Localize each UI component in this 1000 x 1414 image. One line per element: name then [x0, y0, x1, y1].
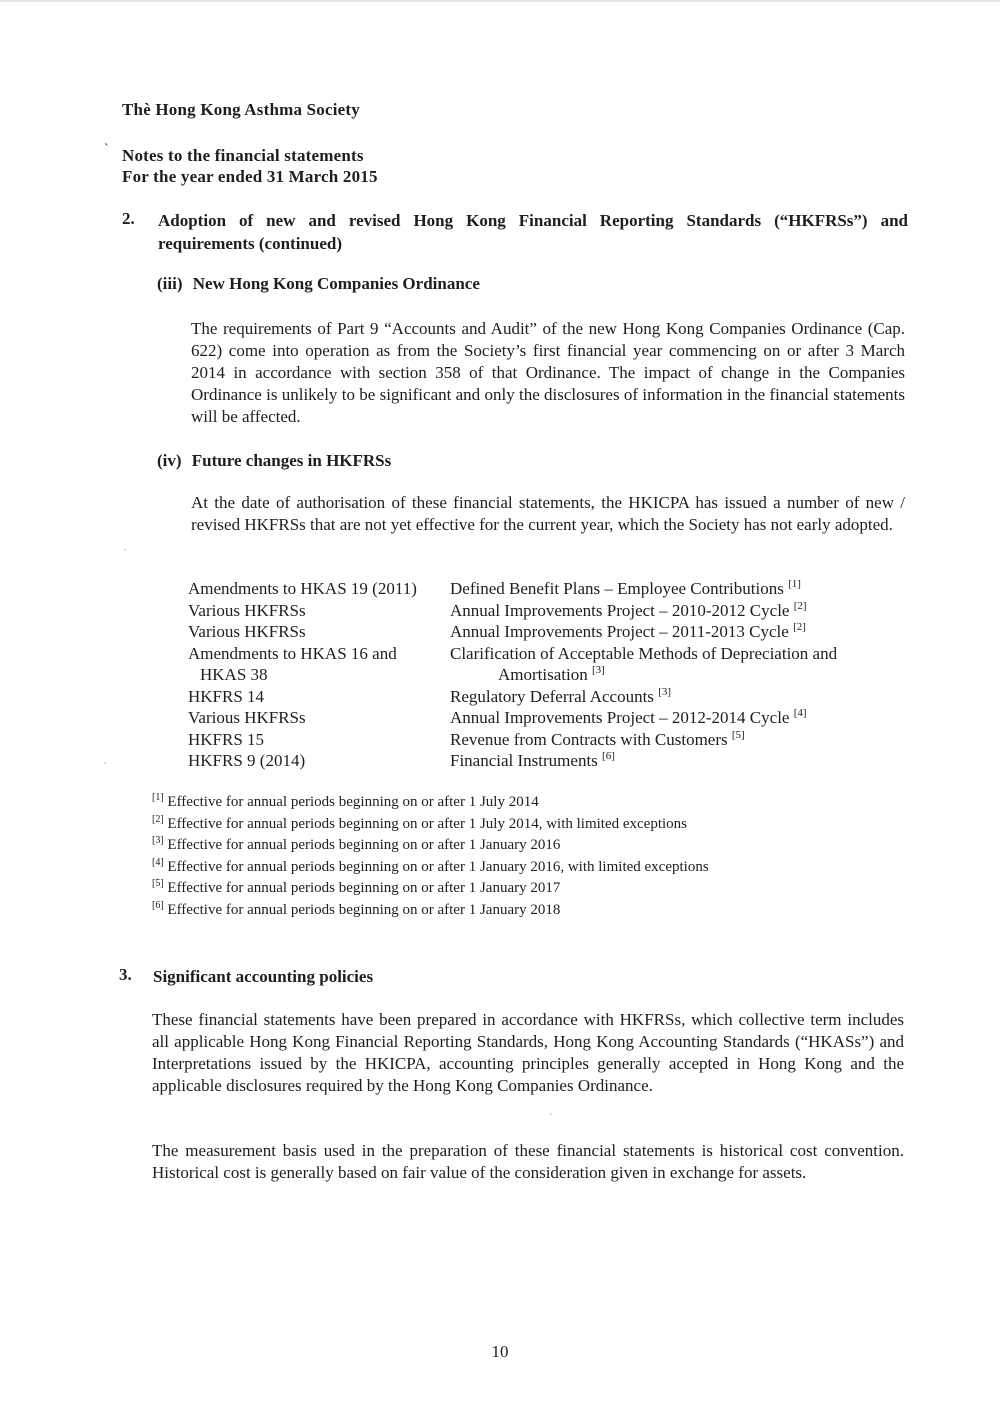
standard-description: Revenue from Contracts with Customers [5]	[450, 728, 745, 749]
period-title: For the year ended 31 March 2015	[122, 167, 378, 186]
standards-table	[188, 578, 880, 772]
footnote-ref: [3]	[591, 664, 605, 676]
standard-description: Financial Instruments [6]	[450, 750, 615, 770]
subsection-iii-heading	[157, 274, 480, 294]
table-row	[188, 707, 880, 729]
footnote-ref: [6]	[602, 750, 615, 762]
footnote-ref: [5]	[731, 728, 745, 741]
standard-description: Defined Benefit Plans – Employee Contributions [1]	[450, 578, 801, 598]
table-row	[188, 643, 880, 686]
standard-description: Annual Improvements Project – 2011-2013 Cycle [2]	[450, 621, 806, 641]
footnote-item: [2] Effective for annual periods beginning on or after 1 July 2014, with limited exceptions	[152, 813, 688, 832]
section-2-title	[158, 209, 908, 255]
subsection-iv-body: At the date of authorisation of these financial statements, the HKICPA has issued a number of new / revised HKFRSs that are not yet effective for the current year, which the Society has not early adopted.	[191, 493, 905, 534]
table-row	[188, 686, 880, 708]
footnote-item: [4] Effective for annual periods beginning on or after 1 January 2016, with limited exceptions	[152, 856, 709, 875]
subsection-iv-heading	[157, 451, 391, 471]
standard-name: Various HKFRSs	[188, 622, 306, 641]
table-row	[188, 600, 880, 622]
standard-description: Annual Improvements Project – 2012-2014 Cycle [4]	[450, 707, 807, 727]
footnote-item: [1] Effective for annual periods beginning on or after 1 July 2014	[152, 792, 539, 810]
footnote-ref: [2]	[793, 621, 806, 633]
standard-description: Regulatory Deferral Accounts [3]	[450, 685, 672, 706]
table-row	[188, 578, 880, 600]
footnote-item: [5] Effective for annual periods beginning on or after 1 January 2017	[152, 878, 561, 897]
organisation-name: Thè Hong Kong Asthma Society	[122, 100, 360, 119]
section-3-paragraph-1: These financial statements have been prepared in accordance with HKFRSs, which collective term includes all applicable Hong Kong Financial Reporting Standards, Hong Kong Accounting Standards (“HKASs”) and Interpretations issued by the HKICPA, accounting principles generally accepted in Hong Kong and the applicable disclosures required by the Hong Kong Companies Ordinance.	[152, 1010, 904, 1095]
standard-description: Annual Improvements Project – 2010-2012 Cycle [2]	[450, 599, 807, 620]
standard-name: HKFRS 9 (2014)	[188, 751, 306, 770]
section-3-paragraph-2: The measurement basis used in the preparation of these financial statements is historical cost convention. Historical cost is generally based on fair value of the consideration given in exchange for assets.	[152, 1141, 904, 1182]
standard-name: Amendments to HKAS 19 (2011)	[188, 579, 417, 598]
scan-edge-line	[0, 0, 1000, 2]
subsection-iv-number: (iv)	[157, 451, 182, 470]
standard-name: HKFRS 14	[188, 686, 265, 706]
table-row	[188, 729, 880, 751]
footnote-ref: [4]	[793, 707, 807, 719]
notes-title: Notes to the financial statements	[122, 146, 364, 165]
standard-name: Amendments to HKAS 16 and HKAS 38	[188, 643, 397, 684]
page-number: 10	[491, 1342, 509, 1361]
scan-speck	[104, 762, 106, 764]
subsection-iii-title: New Hong Kong Companies Ordinance	[192, 274, 480, 293]
section-2-title-line-1: Adoption of new and revised Hong Kong Financial Reporting Standards (“HKFRSs”) and	[158, 211, 908, 230]
standard-name: Various HKFRSs	[188, 600, 306, 620]
section-2-number: 2.	[122, 209, 135, 228]
subsection-iv-title: Future changes in HKFRSs	[191, 451, 392, 470]
section-2-title-line-2: requirements (continued)	[158, 234, 343, 253]
standard-name: Various HKFRSs	[188, 708, 306, 727]
table-row	[188, 621, 880, 643]
footnote-ref: [3]	[658, 685, 672, 698]
table-row	[188, 750, 880, 772]
footnote-item: [3] Effective for annual periods beginning on or after 1 January 2016	[152, 835, 561, 854]
standard-name: HKFRS 15	[188, 729, 265, 749]
subsection-iii-number: (iii)	[157, 274, 183, 293]
footnote-ref: [2]	[793, 599, 807, 612]
standard-description: Clarification of Acceptable Methods of Depreciation and Amortisation [3]	[450, 643, 838, 684]
footnote-ref: [1]	[788, 578, 801, 590]
footnote-item: [6] Effective for annual periods beginning on or after 1 January 2018	[152, 899, 561, 918]
footnotes-list	[152, 792, 709, 922]
scan-mark: `	[104, 142, 109, 157]
section-3-number: 3.	[119, 965, 132, 984]
scan-speck	[124, 549, 126, 551]
subsection-iii-body: The requirements of Part 9 “Accounts and Audit” of the new Hong Kong Companies Ordinance (Cap. 622) come into operation as from the Society’s first financial year commencing on or after 3 March 2014 in accordance with section 358 of that Ordinance. The impact of change in the Companies Ordinance is unlikely to be significant and only the disclosures of information in the financial statements will be affected.	[191, 319, 905, 426]
section-3-title: Significant accounting policies	[153, 967, 374, 986]
scan-speck	[550, 1113, 552, 1115]
